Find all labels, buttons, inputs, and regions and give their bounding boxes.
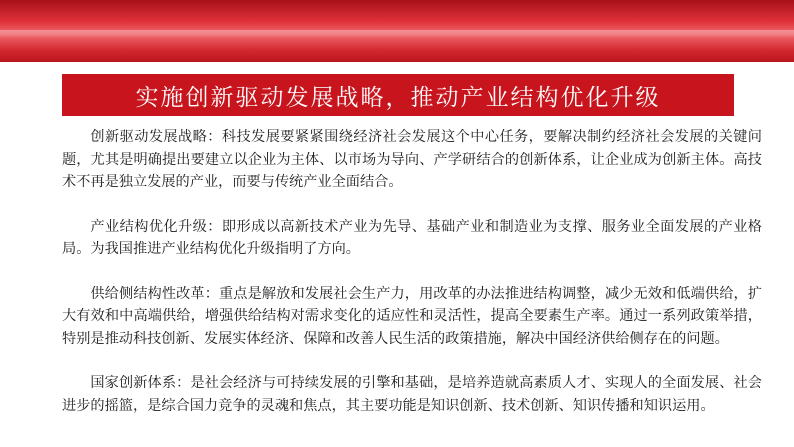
title-bar	[62, 74, 734, 116]
paragraph-supply-side-reform: 供给侧结构性改革：重点是解放和发展社会生产力，用改革的办法推进结构调整，减少无效和低端供给，扩大有效和中高端供给，增强供给结构对需求变化的适应性和灵活性，提高全要素生产率。通过一系列政策举措，特别是推动科技创新、发展实体经济、保障和改善人民生活的政策措施，解决中国经济供给侧存在的问题。	[62, 285, 762, 347]
document-body	[62, 126, 762, 439]
paragraph-innovation-strategy: 创新驱动发展战略：科技发展要紧紧围绕经济社会发展这个中心任务，要解决制约经济社会发展的关键问题，尤其是明确提出要建立以企业为主体、以市场为导向、产学研结合的创新体系，让企业成为创新主体。高技术不再是独立发展的产业，而要与传统产业全面结合。	[62, 129, 762, 190]
paragraph-national-innovation-system: 国家创新体系：是社会经济与可持续发展的引擎和基础，是培养造就高素质人才、实现人的全面发展、社会进步的摇篮，是综合国力竞争的灵魂和焦点，其主要功能是知识创新、技术创新、知识传播和知识运用。	[62, 375, 762, 414]
header-banner	[0, 0, 794, 62]
paragraph-industrial-upgrade: 产业结构优化升级：即形成以高新技术产业为先导、基础产业和制造业为支撑、服务业全面发展的产业格局。为我国推进产业结构优化升级指明了方向。	[62, 218, 762, 257]
page-title: 实施创新驱动发展战略，推动产业结构优化升级	[135, 84, 661, 111]
